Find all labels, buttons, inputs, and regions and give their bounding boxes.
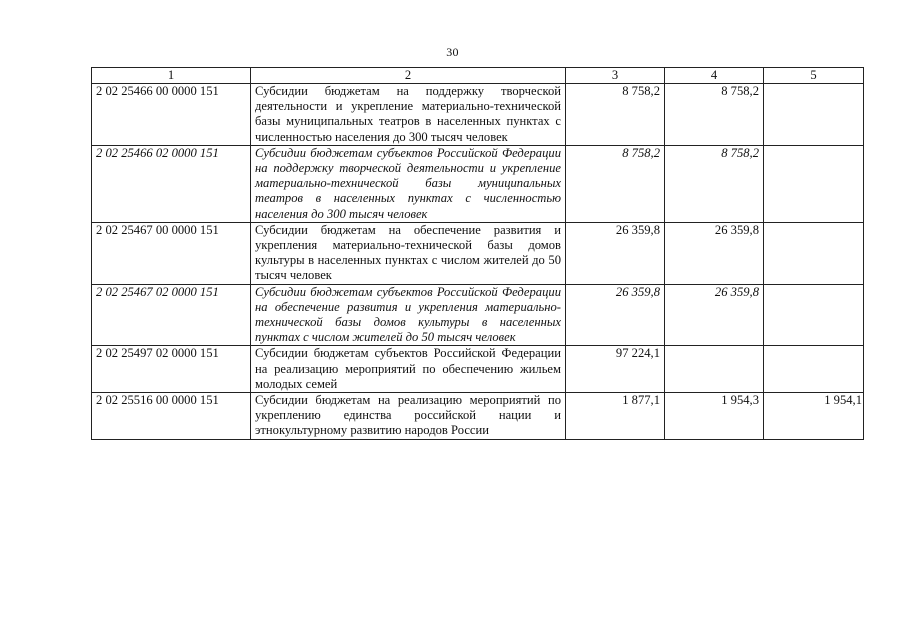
budget-code-cell: 2 02 25467 02 0000 151 [92,284,251,346]
amount-col5-cell [764,284,864,346]
amount-col4-cell: 8 758,2 [665,145,764,222]
description-cell: Субсидии бюджетам на реализацию мероприятий по укреплению единства российской нации и этнокультурному развитию народов России [251,393,566,440]
description-cell: Субсидии бюджетам субъектов Российской Федерации на поддержку творческой деятельности и укрепление материально-технической базы муниципальных театров в населенных пунктах с численностью населения до 300 тысяч человек [251,145,566,222]
budget-revenue-table [91,67,864,440]
table-row [92,222,864,284]
amount-col5-cell: 1 954,1 [764,393,864,440]
amount-col5-cell [764,222,864,284]
table-row [92,284,864,346]
column-header-1: 1 [92,68,251,84]
table-row [92,346,864,393]
description-cell: Субсидии бюджетам субъектов Российской Федерации на реализацию мероприятий по обеспечению жильем молодых семей [251,346,566,393]
amount-col3-cell: 8 758,2 [566,84,665,146]
amount-col3-cell: 26 359,8 [566,284,665,346]
amount-col5-cell [764,84,864,146]
column-header-3: 3 [566,68,665,84]
amount-col4-cell [665,346,764,393]
header-row [92,68,864,84]
page-number: 30 [446,45,459,59]
budget-code-cell: 2 02 25466 00 0000 151 [92,84,251,146]
description-cell: Субсидии бюджетам на поддержку творческой деятельности и укрепление материально-технической базы муниципальных театров в населенных пунктах с численностью населения до 300 тысяч человек [251,84,566,146]
table-row [92,145,864,222]
budget-code-cell: 2 02 25467 00 0000 151 [92,222,251,284]
amount-col4-cell: 26 359,8 [665,222,764,284]
column-header-2: 2 [251,68,566,84]
amount-col3-cell: 1 877,1 [566,393,665,440]
budget-code-cell: 2 02 25466 02 0000 151 [92,145,251,222]
amount-col4-cell: 26 359,8 [665,284,764,346]
amount-col5-cell [764,145,864,222]
description-cell: Субсидии бюджетам субъектов Российской Федерации на обеспечение развития и укрепления материально-технической базы домов культуры в населенных пунктах с числом жителей до 50 тысяч человек [251,284,566,346]
budget-code-cell: 2 02 25516 00 0000 151 [92,393,251,440]
amount-col3-cell: 8 758,2 [566,145,665,222]
table-row [92,393,864,440]
amount-col3-cell: 26 359,8 [566,222,665,284]
amount-col5-cell [764,346,864,393]
table-row [92,84,864,146]
amount-col4-cell: 8 758,2 [665,84,764,146]
column-header-4: 4 [665,68,764,84]
budget-code-cell: 2 02 25497 02 0000 151 [92,346,251,393]
amount-col3-cell: 97 224,1 [566,346,665,393]
column-header-5: 5 [764,68,864,84]
amount-col4-cell: 1 954,3 [665,393,764,440]
description-cell: Субсидии бюджетам на обеспечение развития и укрепления материально-технической базы домов культуры в населенных пунктах с числом жителей до 50 тысяч человек [251,222,566,284]
